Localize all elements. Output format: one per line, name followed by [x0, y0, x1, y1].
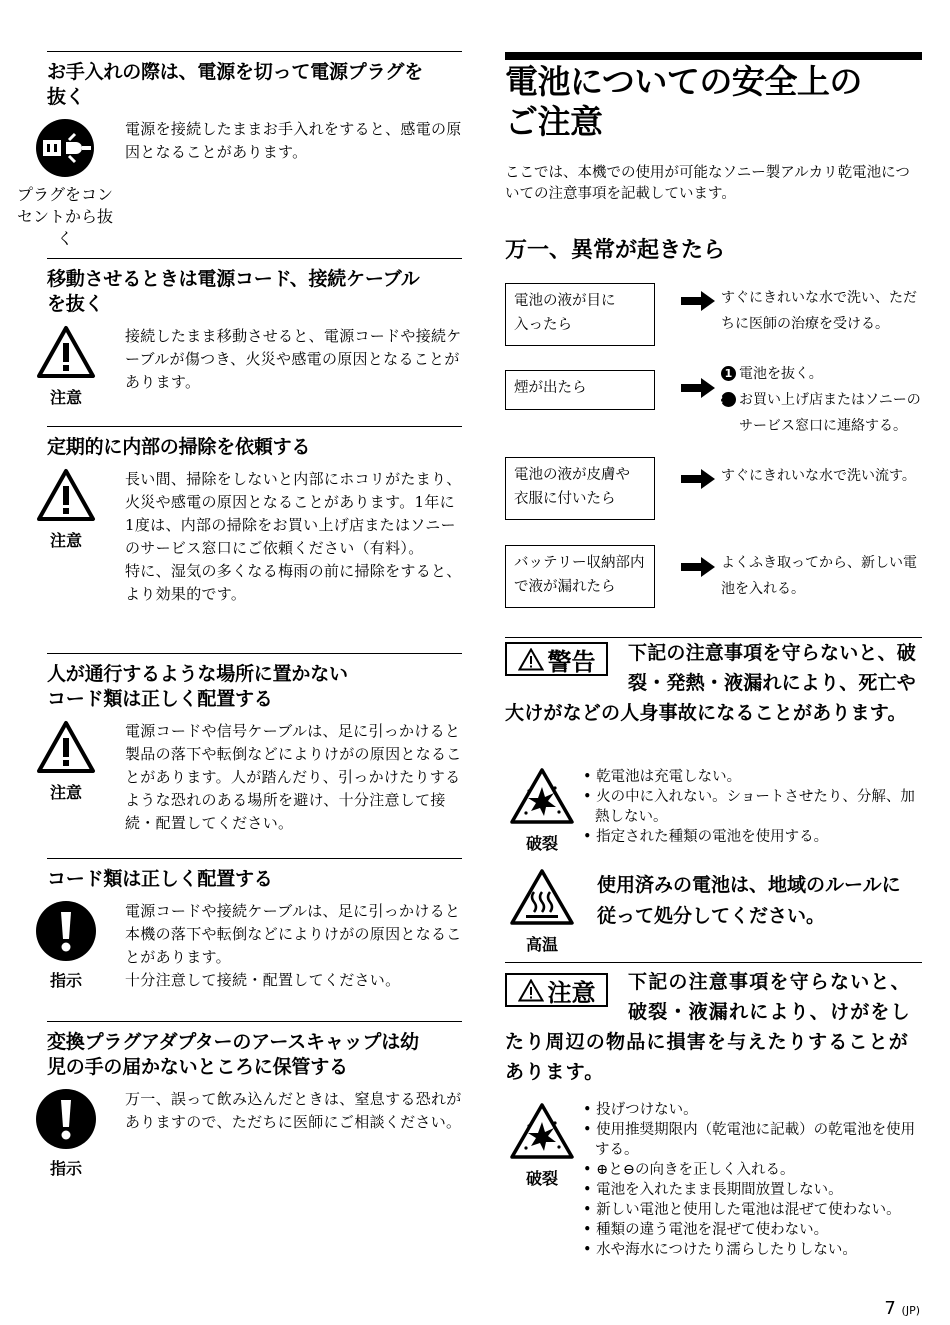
step-number: 1 — [721, 366, 736, 381]
condition-box: 電池の液が目に 入ったら — [505, 283, 655, 346]
section-body: 電源コードや信号ケーブルは、足に引っかけると製品の落下や転倒などによりけがの原因となることがあります。人が踏んだり、引っかけたりするような恐れのある場所を避け、十分注意して接続・配置してください。 — [125, 722, 462, 832]
section-body: 長い間、掃除をしないと内部にホコリがたまり、火災や感電の原因となることがあります。1年に1度は、内部の掃除をお買い上げ店またはソニーのサービス窓口にご依頼ください（有料）。 特に、湿気の多くなる梅雨の前に掃除をすると、より効果的です。 — [125, 470, 462, 603]
caution-symbol: 注意 — [33, 720, 99, 803]
caution-list: • 投げつけない。 • 使用推奨期限内（乾電池に記載）の乾電池を使用する。 • ⊕と⊖の向きを正しく入れる。 • 電池を入れたまま長期間放置しない。 • 新しい電池と使用した電池は混ぜて使わない。 • 種類の違う電池を混ぜて使わない。 • 水や海水につけたり濡らしたりしない。 — [583, 1100, 922, 1260]
instruction-symbol: 指示 — [33, 900, 99, 991]
section-title: 移動させるときは電源コード、接続ケーブル を抜く — [47, 268, 420, 315]
page-number: 7 (JP) — [884, 1298, 920, 1319]
explosion-warning-icon — [509, 767, 575, 825]
section-cord-placement — [47, 858, 462, 992]
section-body: 接続したまま移動させると、電源コードや接続ケーブルが傷つき、火災や感電の原因となることがあります。 — [125, 327, 462, 391]
section-title: コード類は正しく配置する — [47, 868, 273, 890]
section-move — [47, 258, 462, 407]
section-title: 人が通行するような場所に置かない コード類は正しく配置する — [47, 663, 348, 710]
action-text: 1 電池を抜く。 2 お買い上げ店またはソニーのサービス窓口に連絡する。 — [715, 366, 921, 434]
section-cleaning — [47, 426, 462, 606]
caution-symbol: 注意 — [33, 325, 99, 408]
arrow-right-icon — [681, 378, 715, 398]
high-temp-symbol: 高温 — [505, 868, 579, 955]
high-temperature-icon — [509, 868, 575, 926]
section-body: 電源を接続したままお手入れをすると、感電の原因となることがあります。 — [125, 120, 462, 161]
caution-text: 下記の注意事項を守らないと、破裂・液漏れにより、けがをしたり周辺の物品に損害を与えたりすることがあります。 — [505, 971, 911, 1083]
unplug-symbol: プラグをコン セントから抜く — [13, 118, 117, 250]
section-body: 電源コードや接続ケーブルは、足に引っかけると本機の落下や転倒などによりけがの原因となることがあります。 十分注意して接続・配置してください。 — [125, 902, 462, 989]
arrow-right-icon — [681, 557, 715, 577]
warning-rupture-row — [505, 767, 922, 853]
rupture-symbol: 破裂 — [505, 1102, 579, 1189]
caution-triangle-icon — [36, 468, 96, 522]
caution-badge: 注意 — [505, 973, 608, 1007]
caution-block — [505, 962, 922, 1087]
section-body: 万一、誤って飲み込んだときは、窒息する恐れがありますので、ただちに医師にご相談ください。 — [125, 1090, 462, 1131]
mandatory-instruction-icon — [35, 1088, 97, 1150]
mandatory-instruction-icon — [35, 900, 97, 962]
condition-box: 煙が出たら — [505, 370, 655, 410]
action-text: すぐにきれいな水で洗い流す。 — [721, 468, 916, 484]
page-title: 電池についての安全上の ご注意 — [505, 52, 922, 142]
action-text: よくふき取ってから、新しい電池を入れる。 — [721, 555, 917, 597]
caution-triangle-icon — [518, 979, 544, 1002]
disposal-message: 使用済みの電池は、地域のルールに 従って処分してください。 — [597, 874, 901, 927]
section-title: 変換プラグアダプターのアースキャップは幼 児の手の届かないところに保管する — [47, 1031, 419, 1078]
section-title: お手入れの際は、電源を切って電源プラグを 抜く — [47, 61, 424, 108]
section-title: 定期的に内部の掃除を依頼する — [47, 436, 311, 458]
warning-badge: 警告 — [505, 642, 608, 676]
step-number: 2 — [721, 392, 736, 407]
intro-text: ここでは、本機での使用が可能なソニー製アルカリ乾電池についての注意事項を記載しています。 — [505, 165, 910, 202]
warning-text: 下記の注意事項を守らないと、破裂・発熱・液漏れにより、死亡や大けがなどの人身事故になることがあります。 — [505, 642, 917, 724]
caution-triangle-icon — [36, 720, 96, 774]
action-text: すぐにきれいな水で洗い、ただちに医師の治療を受ける。 — [721, 290, 917, 332]
caution-triangle-icon — [518, 648, 544, 671]
condition-box: 電池の液が皮膚や 衣服に付いたら — [505, 457, 655, 520]
emergency-heading: 万一、異常が起きたら — [505, 238, 726, 263]
arrow-right-icon — [681, 291, 715, 311]
section-cable-placement — [47, 653, 462, 835]
caution-symbol: 注意 — [33, 468, 99, 551]
caution-triangle-icon — [36, 325, 96, 379]
arrow-right-icon — [681, 469, 715, 489]
instruction-symbol: 指示 — [33, 1088, 99, 1179]
section-earth-cap — [47, 1021, 462, 1178]
explosion-warning-icon — [509, 1102, 575, 1160]
condition-box: バッテリー収納部内 で液が漏れたら — [505, 545, 655, 608]
warning-rupture-list: • 乾電池は充電しない。 • 火の中に入れない。ショートさせたり、分解、加熱しない。 • 指定された種類の電池を使用する。 — [583, 767, 922, 847]
section-unplug — [16, 51, 462, 248]
unplug-icon — [35, 118, 95, 178]
rupture-symbol: 破裂 — [505, 767, 579, 854]
caution-rupture-row — [505, 1100, 922, 1260]
warning-block — [505, 637, 922, 728]
